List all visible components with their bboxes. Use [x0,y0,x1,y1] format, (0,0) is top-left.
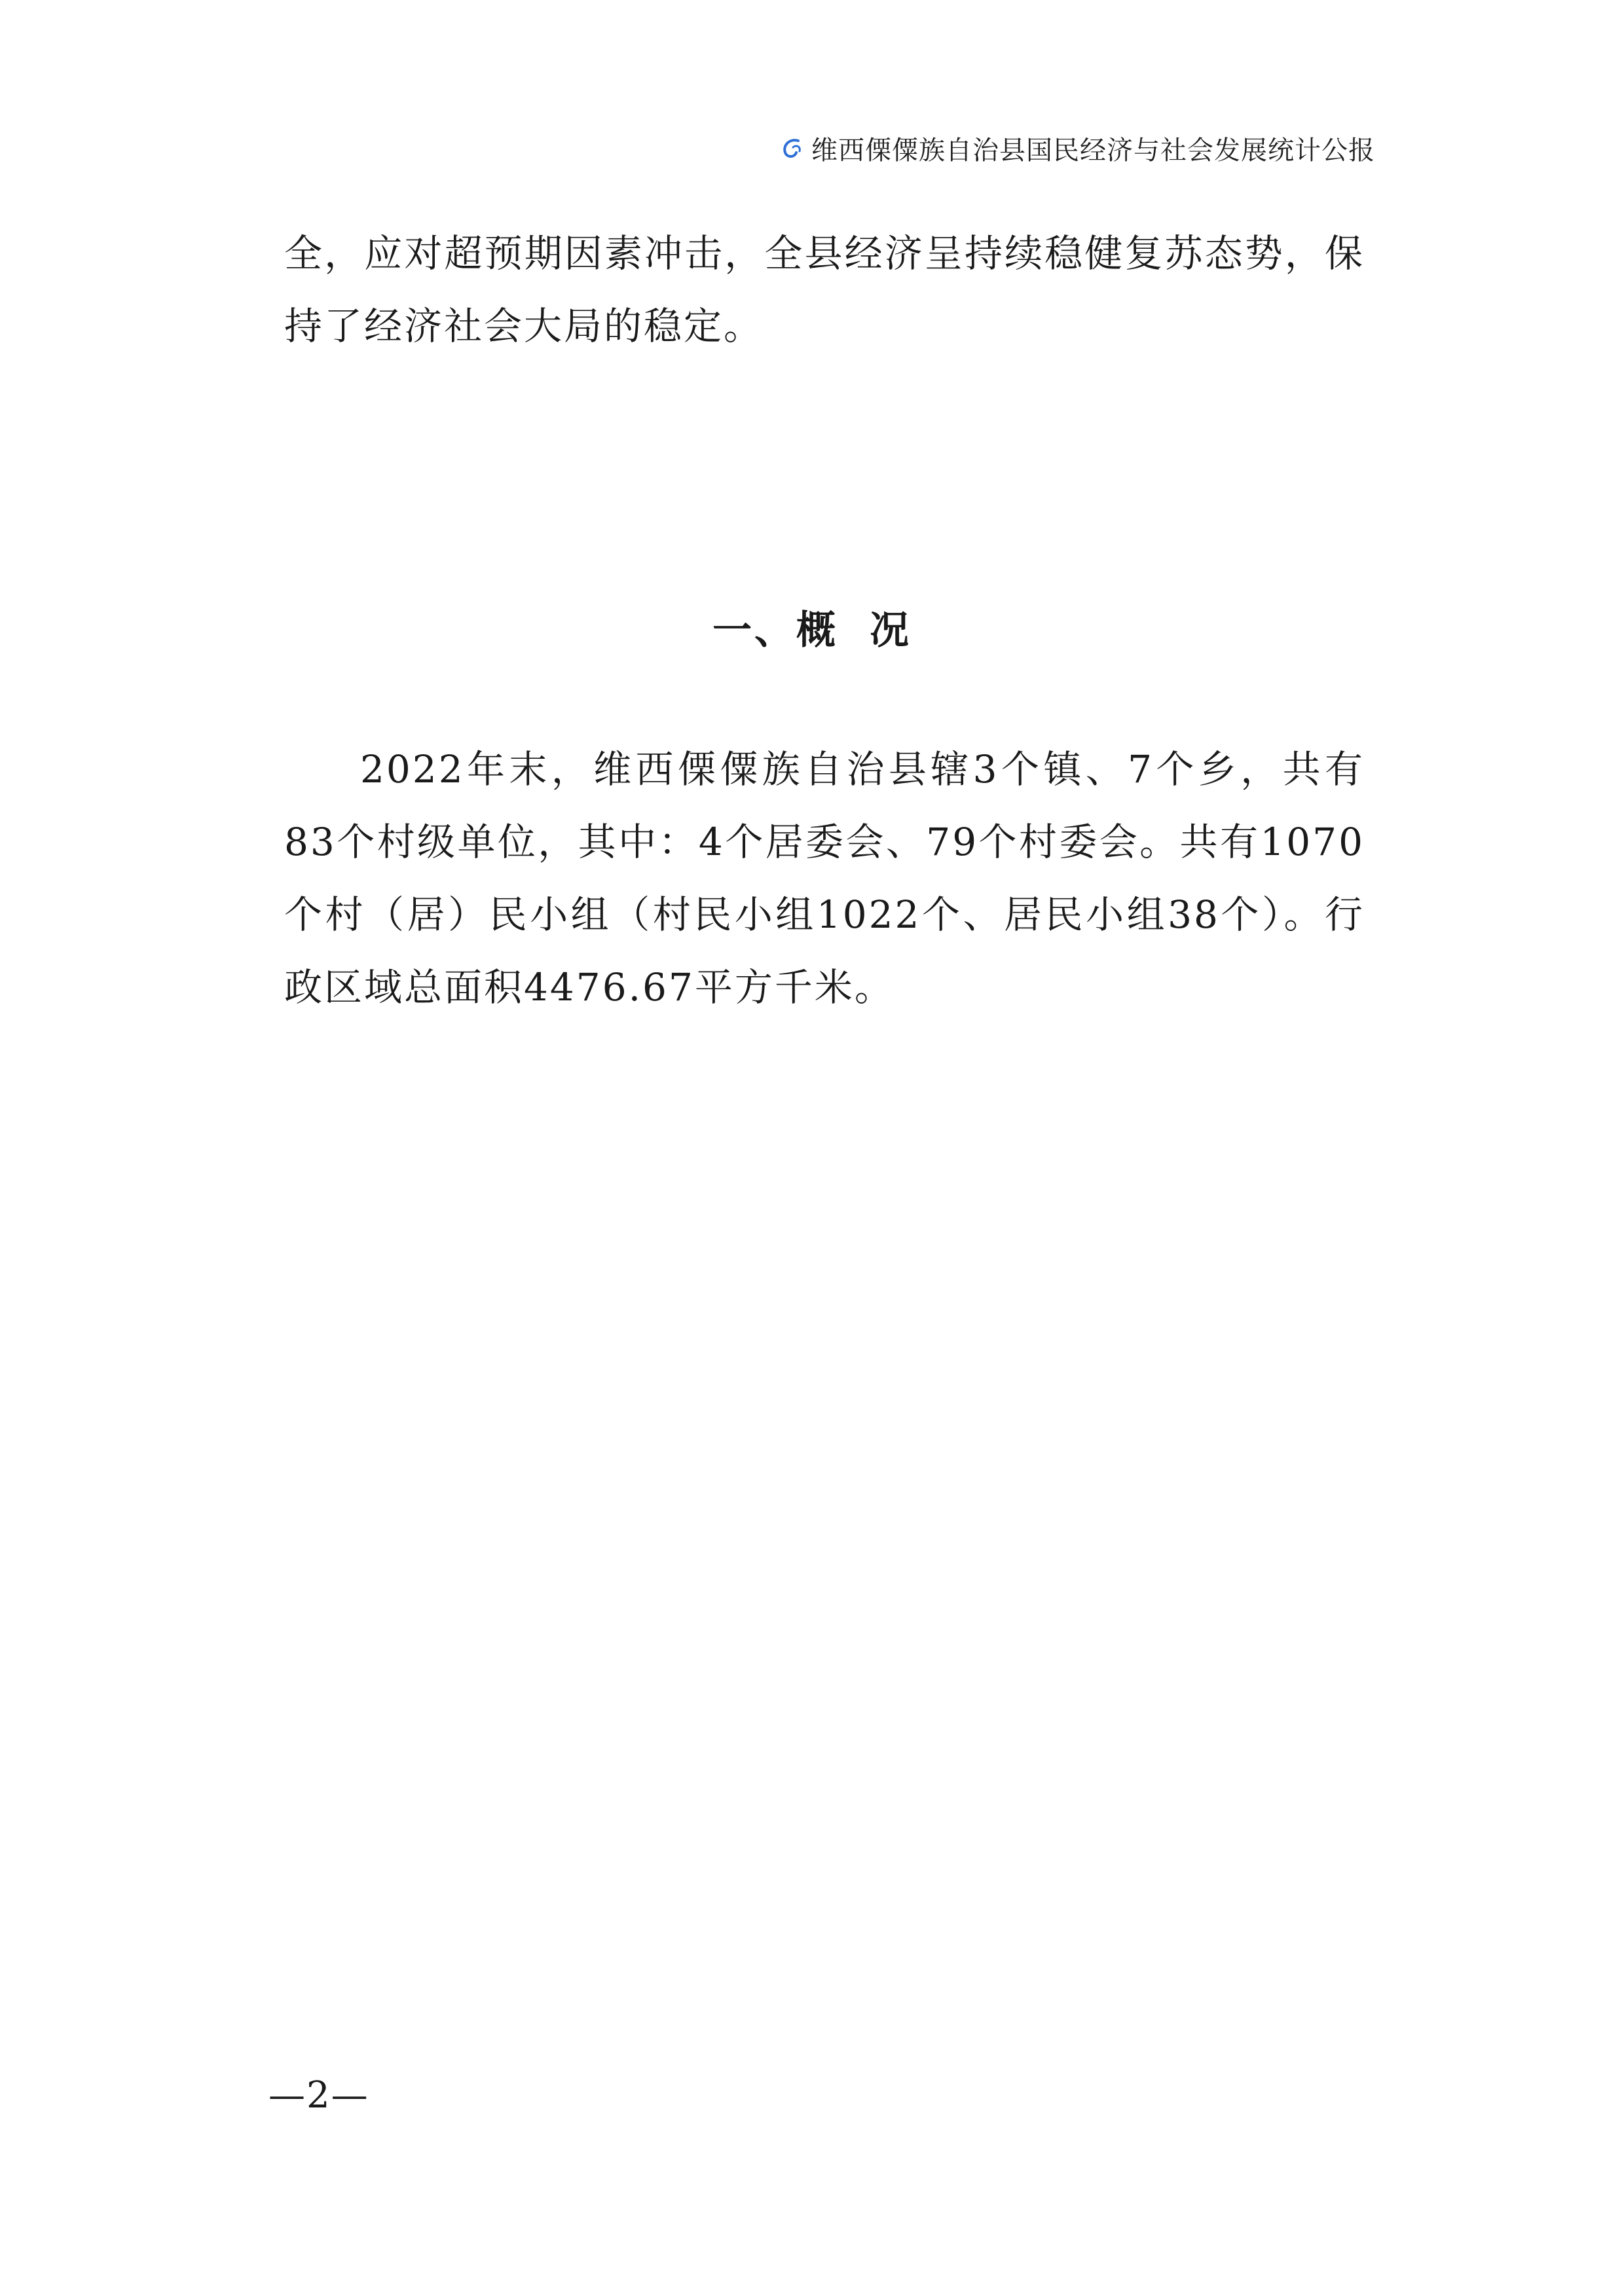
section-number: 一、 [712,608,796,653]
header-title: 维西傈僳族自治县国民经济与社会发展统计公报 [811,136,1375,166]
section-heading [0,599,1624,655]
section-title-part2: 况 [870,608,912,653]
page-header [779,130,1375,167]
paragraph-overview: 2022年末，维西傈僳族自治县辖3个镇、7个乡，共有83个村级单位，其中：4个居委会、79个村委会。共有1070个村（居）民小组（村民小组1022个、居民小组38个）。行政区域总面积4476.67平方千米。 [284,747,1365,1010]
page-number: —2— [268,2074,369,2117]
paragraph-continuation: 全，应对超预期因素冲击，全县经济呈持续稳健复苏态势，保持了经济社会大局的稳定。 [284,231,1365,348]
blue-swirl-logo-icon [779,136,805,162]
section-title-part1: 概 [796,608,838,653]
